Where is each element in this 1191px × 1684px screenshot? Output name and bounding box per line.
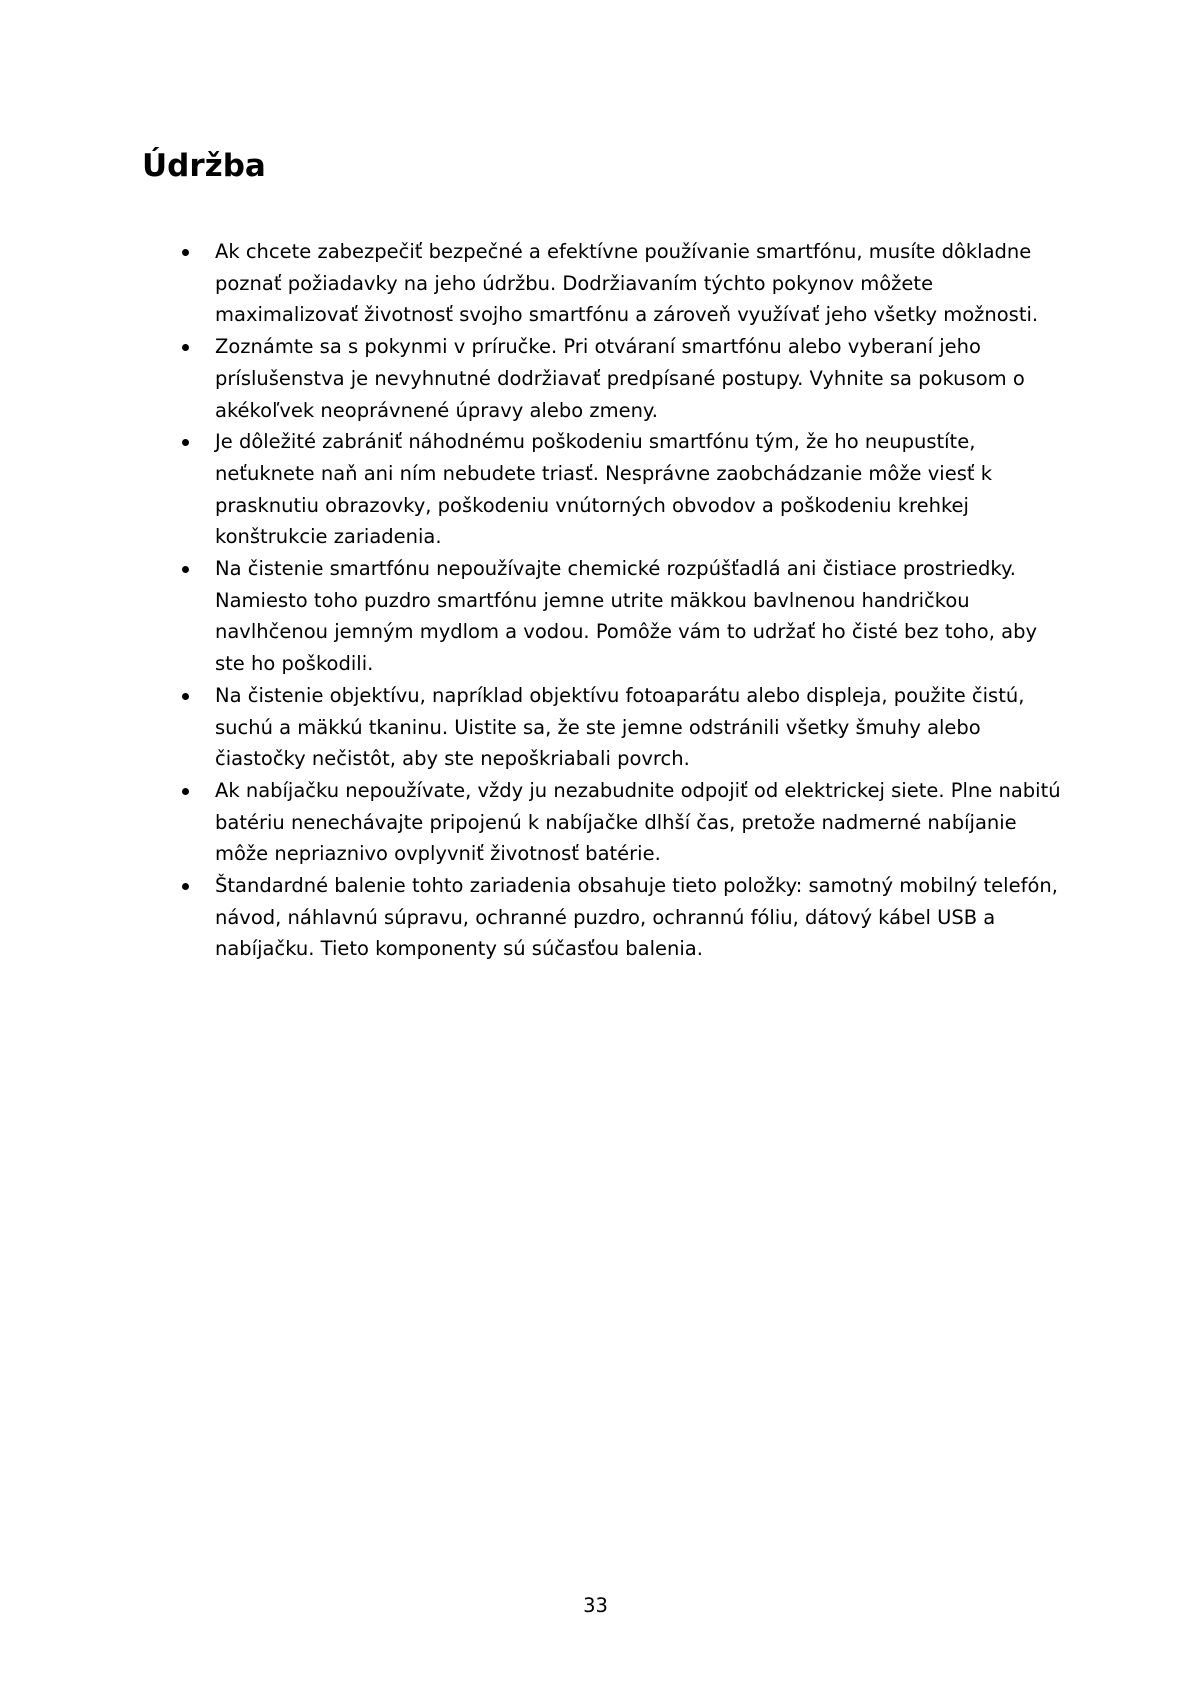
- list-item: [142, 236, 1072, 331]
- list-item-text: Je dôležité zabrániť náhodnému poškodeniu smartfónu tým, že ho neupustíte, neťuknete naň ani ním nebudete triasť. Nesprávne zaobchádzanie môže viesť k prasknutiu obrazovky, poškodeniu vnútorných obvodov a poškodeniu krehkej konštrukcie zariadenia.: [215, 430, 993, 549]
- list-item: [142, 426, 1072, 553]
- list-item-text: Ak chcete zabezpečiť bezpečné a efektívne používanie smartfónu, musíte dôkladne poznať požiadavky na jeho údržbu. Dodržiavaním týchto pokynov môžete maximalizovať životnosť svojho smartfónu a zároveň využívať jeho všetky možnosti.: [215, 240, 1039, 327]
- bullet-icon: [182, 439, 189, 446]
- bullet-icon: [182, 566, 189, 573]
- list-item-text: Zoznámte sa s pokynmi v príručke. Pri otváraní smartfónu alebo vyberaní jeho príslušenstva je nevyhnutné dodržiavať predpísané postupy. Vyhnite sa pokusom o akékoľvek neoprávnené úpravy alebo zmeny.: [215, 335, 1025, 422]
- page-title: Údržba: [142, 148, 266, 184]
- list-item-text: Na čistenie objektívu, napríklad objektívu fotoaparátu alebo displeja, použite čistú, suchú a mäkkú tkaninu. Uistite sa, že ste jemne odstránili všetky šmuhy alebo čiastočky nečistôt, aby ste nepoškriabali povrch.: [215, 683, 1025, 771]
- list-item: [142, 331, 1072, 426]
- bullet-icon: [182, 788, 189, 795]
- bullet-icon: [182, 693, 189, 700]
- list-item: [142, 775, 1072, 870]
- list-item-text: Ak nabíjačku nepoužívate, vždy ju nezabudnite odpojiť od elektrickej siete. Plne nabitú batériu nenechávajte pripojenú k nabíjačke dlhší čas, pretože nadmerné nabíjanie môže nepriaznivo ovplyvniť životnosť batérie.: [215, 778, 1061, 866]
- page-number: 33: [583, 1594, 608, 1617]
- list-item: [142, 680, 1072, 775]
- list-item-text: Štandardné balenie tohto zariadenia obsahuje tieto položky: samotný mobilný telefón, návod, náhlavnú súpravu, ochranné puzdro, ochrannú fóliu, dátový kábel USB a nabíjačku. Tieto komponenty sú súčasťou balenia.: [215, 874, 1058, 961]
- list-item-text: Na čistenie smartfónu nepoužívajte chemické rozpúšťadlá ani čistiace prostriedky. Namiesto toho puzdro smartfónu jemne utrite mäkkou bavlnenou handričkou navlhčenou jemným mydlom a vodou. Pomôže vám to udržať ho čisté bez toho, aby ste ho poškodili.: [215, 557, 1037, 676]
- bullet-icon: [182, 883, 189, 890]
- maintenance-list: [142, 236, 1072, 965]
- list-item: [142, 553, 1072, 680]
- bullet-icon: [182, 344, 189, 351]
- list-item: [142, 870, 1072, 965]
- bullet-icon: [182, 249, 189, 256]
